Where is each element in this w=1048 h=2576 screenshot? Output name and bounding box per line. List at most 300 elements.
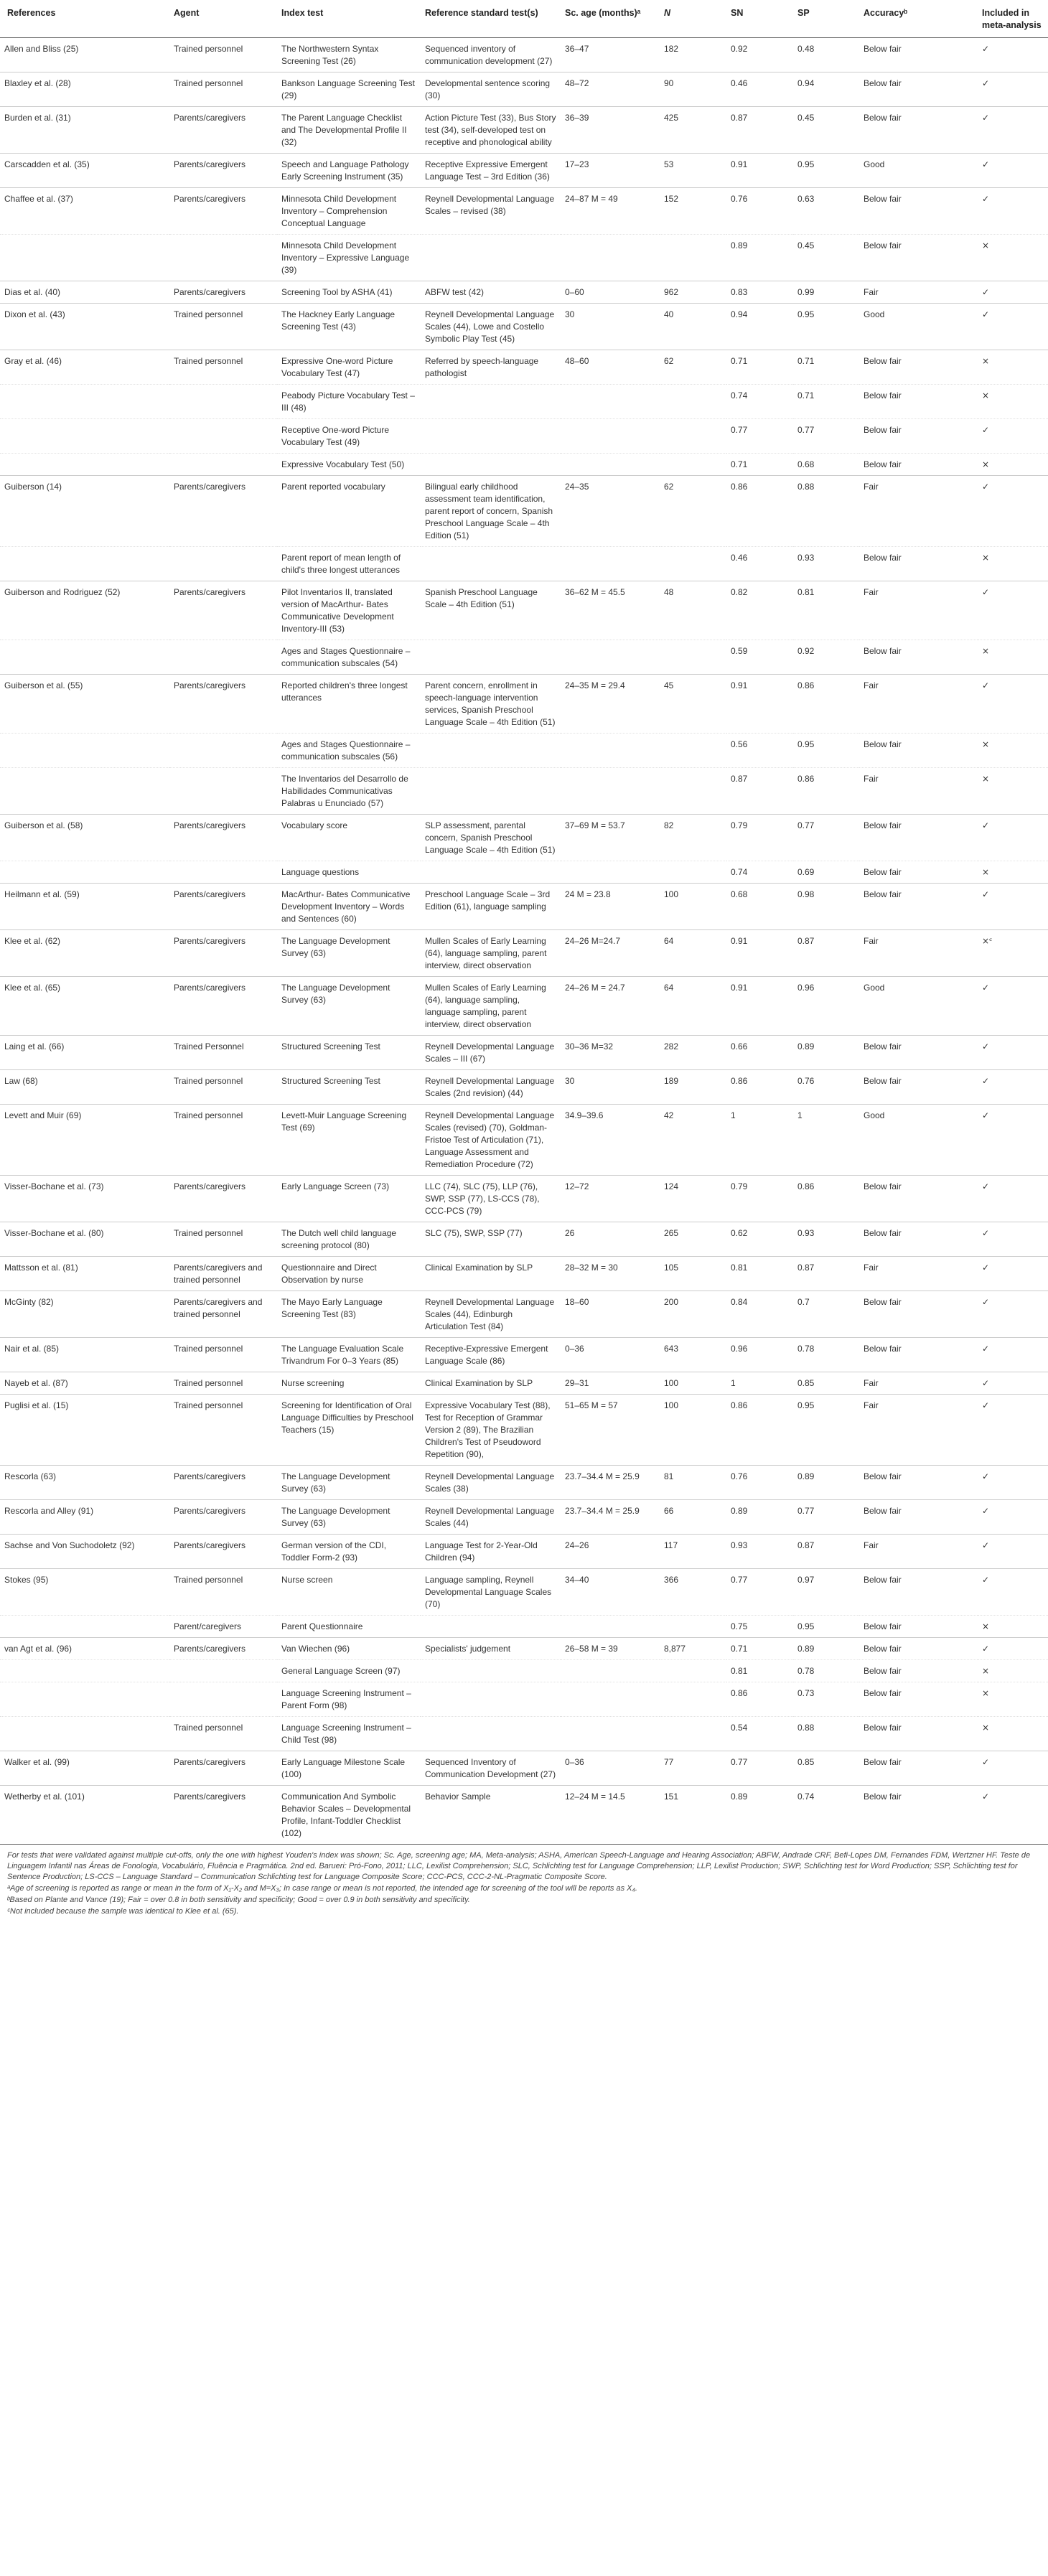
cell-sp: 0.88 — [793, 476, 859, 547]
cell-screening-age: 29–31 — [561, 1372, 660, 1395]
cell-reference-standard — [421, 547, 561, 581]
cell-sn: 0.92 — [726, 38, 793, 72]
cell-sn: 0.87 — [726, 107, 793, 154]
table-row — [0, 1786, 1048, 1845]
cell-sn: 0.71 — [726, 350, 793, 385]
cell-accuracy: Below fair — [859, 1717, 978, 1751]
cell-included: ✓ — [978, 304, 1048, 350]
cell-reference-standard: SLP assessment, parental concern, Spanish Preschool Language Scale – 4th Edition (51) — [421, 815, 561, 861]
table-row — [0, 1291, 1048, 1338]
cell-reference-standard — [421, 1660, 561, 1682]
table-row — [0, 38, 1048, 72]
cell-sp: 0.97 — [793, 1569, 859, 1616]
cell-reference: Levett and Muir (69) — [0, 1105, 169, 1176]
table-row — [0, 454, 1048, 476]
cell-index-test: Parent reported vocabulary — [277, 476, 421, 547]
cell-reference-standard: Reynell Developmental Language Scales (44), Edinburgh Articulation Test (84) — [421, 1291, 561, 1338]
cell-sp: 0.45 — [793, 235, 859, 281]
cell-index-test: Pilot Inventarios II, translated version of MacArthur- Bates Communicative Development Inventory-III (53) — [277, 581, 421, 640]
table-row — [0, 768, 1048, 815]
cell-accuracy: Below fair — [859, 454, 978, 476]
cell-included: ✓ — [978, 1257, 1048, 1291]
cell-index-test: Minnesota Child Development Inventory – Comprehension Conceptual Language — [277, 188, 421, 235]
cell-sn: 0.89 — [726, 235, 793, 281]
cell-screening-age: 12–72 — [561, 1176, 660, 1222]
cell-accuracy: Fair — [859, 581, 978, 640]
cell-agent: Trained Personnel — [169, 1036, 277, 1070]
cell-reference: Rescorla (63) — [0, 1466, 169, 1500]
cell-sp: 0.7 — [793, 1291, 859, 1338]
cell-accuracy: Fair — [859, 281, 978, 304]
cell-screening-age: 34–40 — [561, 1569, 660, 1616]
cell-reference — [0, 547, 169, 581]
cell-included: × — [978, 235, 1048, 281]
cell-agent: Parents/caregivers — [169, 188, 277, 235]
table-row — [0, 1616, 1048, 1638]
cell-agent: Parents/caregivers — [169, 675, 277, 734]
cell-sn: 0.87 — [726, 768, 793, 815]
cell-reference-standard: Spanish Preschool Language Scale – 4th Edition (51) — [421, 581, 561, 640]
table-row — [0, 419, 1048, 454]
cell-screening-age — [561, 454, 660, 476]
cell-reference-standard: Developmental sentence scoring (30) — [421, 72, 561, 107]
cell-index-test: Screening for Identification of Oral Language Difficulties by Preschool Teachers (15) — [277, 1395, 421, 1466]
cell-included: ✓ — [978, 107, 1048, 154]
cell-index-test: Nurse screening — [277, 1372, 421, 1395]
cell-sp: 0.63 — [793, 188, 859, 235]
cell-sn: 0.84 — [726, 1291, 793, 1338]
cell-accuracy: Fair — [859, 1257, 978, 1291]
cell-sp: 0.92 — [793, 640, 859, 675]
cell-n: 45 — [660, 675, 726, 734]
cell-n: 182 — [660, 38, 726, 72]
cell-index-test: Reported children's three longest utterances — [277, 675, 421, 734]
cell-reference: Mattsson et al. (81) — [0, 1257, 169, 1291]
cell-screening-age — [561, 385, 660, 419]
cell-reference-standard — [421, 1682, 561, 1717]
cell-reference-standard: Mullen Scales of Early Learning (64), language sampling, parent interview, direct observation — [421, 930, 561, 977]
cell-included: ×ᶜ — [978, 930, 1048, 977]
cell-accuracy: Below fair — [859, 107, 978, 154]
cell-screening-age — [561, 235, 660, 281]
cell-screening-age: 26 — [561, 1222, 660, 1257]
cell-index-test: The Northwestern Syntax Screening Test (26) — [277, 38, 421, 72]
cell-included: ✓ — [978, 1222, 1048, 1257]
cell-included: × — [978, 1616, 1048, 1638]
cell-index-test: Structured Screening Test — [277, 1036, 421, 1070]
cell-sn: 0.94 — [726, 304, 793, 350]
cell-screening-age — [561, 1660, 660, 1682]
cell-accuracy: Below fair — [859, 38, 978, 72]
cell-screening-age: 24–87 M = 49 — [561, 188, 660, 235]
cell-screening-age: 51–65 M = 57 — [561, 1395, 660, 1466]
table-row — [0, 154, 1048, 188]
cell-agent: Parents/caregivers — [169, 930, 277, 977]
cell-included: ✓ — [978, 815, 1048, 861]
cell-index-test: MacArthur- Bates Communicative Development Inventory – Words and Sentences (60) — [277, 884, 421, 930]
cell-sp: 0.86 — [793, 1176, 859, 1222]
cell-included: ✓ — [978, 977, 1048, 1036]
cell-index-test: Expressive Vocabulary Test (50) — [277, 454, 421, 476]
cell-included: ✓ — [978, 1535, 1048, 1569]
cell-agent: Trained personnel — [169, 1717, 277, 1751]
cell-included: ✓ — [978, 675, 1048, 734]
cell-index-test: Van Wiechen (96) — [277, 1638, 421, 1660]
cell-screening-age: 24–35 M = 29.4 — [561, 675, 660, 734]
cell-reference: Dias et al. (40) — [0, 281, 169, 304]
cell-sn: 0.54 — [726, 1717, 793, 1751]
cell-screening-age — [561, 547, 660, 581]
cell-reference: Walker et al. (99) — [0, 1751, 169, 1786]
cell-sp: 0.85 — [793, 1751, 859, 1786]
cell-screening-age: 23.7–34.4 M = 25.9 — [561, 1466, 660, 1500]
cell-index-test: The Language Evaluation Scale Trivandrum For 0–3 Years (85) — [277, 1338, 421, 1372]
cell-reference-standard: Preschool Language Scale – 3rd Edition (61), language sampling — [421, 884, 561, 930]
footnote-abbreviations: For tests that were validated against multiple cut-offs, only the one with highest Youden's index was shown; Sc. Age, screening age; MA, Meta-analysis; ASHA, American Speech-Language and Hearing Association; ABFW, Andrade CRF, Befi-Lopes DM, Fernandes FDM, Wertzner HF. Teste de Linguagem Infantil nas Áreas de Fonologia, Vocabulário, Fluência e Pragmática. 2nd ed. Barueri: Pró-Fono, 2011; LLC, Lexilist Comprehension; SLC, Schlichting test for Language Comprehension; LLP, Lexilist Production; SWP, Schlichting test for Word Production; SSP, Schlichting test for Sentence Production; LS-CCS – Language Standard – Communication Schlichting test for Language Composite Score; CCC-PCS, CCC-2-NL-Pragmatic Composite Score. — [7, 1851, 1031, 1881]
cell-reference-standard: Mullen Scales of Early Learning (64), language sampling, language sampling, parent interview, direct observation — [421, 977, 561, 1036]
header-sn: SN — [726, 0, 793, 38]
cell-accuracy: Below fair — [859, 1036, 978, 1070]
cell-screening-age: 36–47 — [561, 38, 660, 72]
cell-sn: 0.79 — [726, 1176, 793, 1222]
cell-sp: 0.73 — [793, 1682, 859, 1717]
cell-n: 64 — [660, 977, 726, 1036]
header-sp: SP — [793, 0, 859, 38]
cell-reference-standard: Expressive Vocabulary Test (88), Test for Reception of Grammar Version 2 (89), The Brazilian Children's Test of Pseudoword Repetition (90), — [421, 1395, 561, 1466]
cell-sn: 0.59 — [726, 640, 793, 675]
cell-sp: 0.98 — [793, 884, 859, 930]
cell-included: × — [978, 1717, 1048, 1751]
cell-sn: 0.86 — [726, 476, 793, 547]
cell-reference-standard: Language Test for 2-Year-Old Children (94) — [421, 1535, 561, 1569]
cell-reference: Visser-Bochane et al. (73) — [0, 1176, 169, 1222]
footnote-b: ᵇBased on Plante and Vance (19); Fair = over 0.8 in both sensitivity and specificity; Good = over 0.9 in both sensitivity and specificity. — [7, 1896, 470, 1904]
table-row — [0, 476, 1048, 547]
table-row — [0, 350, 1048, 385]
cell-reference-standard — [421, 768, 561, 815]
cell-agent: Parents/caregivers — [169, 107, 277, 154]
cell-included: ✓ — [978, 1338, 1048, 1372]
cell-reference-standard: Receptive Expressive Emergent Language Test – 3rd Edition (36) — [421, 154, 561, 188]
cell-sp: 0.88 — [793, 1717, 859, 1751]
cell-screening-age — [561, 419, 660, 454]
cell-accuracy: Fair — [859, 930, 978, 977]
cell-reference — [0, 419, 169, 454]
table-row — [0, 1222, 1048, 1257]
cell-sn: 0.76 — [726, 1466, 793, 1500]
cell-index-test: Speech and Language Pathology Early Screening Instrument (35) — [277, 154, 421, 188]
header-agent: Agent — [169, 0, 277, 38]
cell-index-test: The Hackney Early Language Screening Test (43) — [277, 304, 421, 350]
cell-agent — [169, 385, 277, 419]
cell-screening-age: 37–69 M = 53.7 — [561, 815, 660, 861]
cell-reference: Wetherby et al. (101) — [0, 1786, 169, 1845]
cell-sp: 0.95 — [793, 1616, 859, 1638]
cell-reference: Laing et al. (66) — [0, 1036, 169, 1070]
cell-sn: 0.89 — [726, 1500, 793, 1535]
cell-included: ✓ — [978, 1751, 1048, 1786]
cell-agent — [169, 419, 277, 454]
cell-included: ✓ — [978, 38, 1048, 72]
cell-included: ✓ — [978, 1105, 1048, 1176]
cell-reference — [0, 235, 169, 281]
cell-index-test: Screening Tool by ASHA (41) — [277, 281, 421, 304]
cell-n: 117 — [660, 1535, 726, 1569]
cell-accuracy: Below fair — [859, 1616, 978, 1638]
cell-sn: 0.77 — [726, 1569, 793, 1616]
cell-agent — [169, 640, 277, 675]
cell-included: ✓ — [978, 1372, 1048, 1395]
cell-sp: 0.95 — [793, 154, 859, 188]
cell-sn: 0.66 — [726, 1036, 793, 1070]
table-row — [0, 1751, 1048, 1786]
cell-agent — [169, 547, 277, 581]
cell-included: ✓ — [978, 1036, 1048, 1070]
cell-sn: 0.91 — [726, 930, 793, 977]
cell-n: 200 — [660, 1291, 726, 1338]
cell-reference-standard: Receptive-Expressive Emergent Language Scale (86) — [421, 1338, 561, 1372]
cell-index-test: Levett-Muir Language Screening Test (69) — [277, 1105, 421, 1176]
cell-sp: 0.71 — [793, 350, 859, 385]
cell-sn: 0.74 — [726, 385, 793, 419]
cell-reference: Guiberson et al. (55) — [0, 675, 169, 734]
cell-sn: 0.79 — [726, 815, 793, 861]
cell-agent: Parents/caregivers — [169, 1176, 277, 1222]
cell-sp: 0.48 — [793, 38, 859, 72]
cell-reference: Law (68) — [0, 1070, 169, 1105]
cell-included: ✓ — [978, 476, 1048, 547]
cell-reference: Guiberson et al. (58) — [0, 815, 169, 861]
cell-included: ✓ — [978, 1638, 1048, 1660]
table-footnotes — [0, 1844, 1048, 1925]
cell-accuracy: Below fair — [859, 385, 978, 419]
cell-screening-age: 24–35 — [561, 476, 660, 547]
cell-reference-standard — [421, 861, 561, 884]
cell-included: ✓ — [978, 1395, 1048, 1466]
cell-screening-age: 48–72 — [561, 72, 660, 107]
cell-n — [660, 640, 726, 675]
cell-screening-age: 0–60 — [561, 281, 660, 304]
cell-sp: 0.87 — [793, 1535, 859, 1569]
cell-n: 425 — [660, 107, 726, 154]
cell-included: ✓ — [978, 1466, 1048, 1500]
cell-screening-age: 26–58 M = 39 — [561, 1638, 660, 1660]
cell-index-test: Ages and Stages Questionnaire – communication subscales (56) — [277, 734, 421, 768]
cell-reference: Dixon et al. (43) — [0, 304, 169, 350]
cell-index-test: Language Screening Instrument – Child Test (98) — [277, 1717, 421, 1751]
cell-reference-standard: Reynell Developmental Language Scales (2nd revision) (44) — [421, 1070, 561, 1105]
cell-reference: Klee et al. (65) — [0, 977, 169, 1036]
header-accuracy: Accuracyᵇ — [859, 0, 978, 38]
cell-reference — [0, 640, 169, 675]
cell-sp: 0.96 — [793, 977, 859, 1036]
cell-reference: Stokes (95) — [0, 1569, 169, 1616]
cell-reference — [0, 1616, 169, 1638]
cell-n: 100 — [660, 1372, 726, 1395]
cell-n: 81 — [660, 1466, 726, 1500]
header-included: Included in meta-analysis — [978, 0, 1048, 38]
cell-sp: 0.77 — [793, 419, 859, 454]
cell-accuracy: Fair — [859, 1535, 978, 1569]
table-row — [0, 734, 1048, 768]
cell-accuracy: Good — [859, 977, 978, 1036]
cell-sn: 0.91 — [726, 675, 793, 734]
cell-reference-standard: Referred by speech-language pathologist — [421, 350, 561, 385]
cell-n — [660, 419, 726, 454]
cell-sp: 0.68 — [793, 454, 859, 476]
cell-accuracy: Fair — [859, 768, 978, 815]
header-row — [0, 0, 1048, 38]
cell-sn: 0.71 — [726, 454, 793, 476]
cell-sp: 1 — [793, 1105, 859, 1176]
cell-reference-standard: Clinical Examination by SLP — [421, 1257, 561, 1291]
cell-reference: Chaffee et al. (37) — [0, 188, 169, 235]
cell-accuracy: Below fair — [859, 1682, 978, 1717]
cell-sn: 0.46 — [726, 72, 793, 107]
cell-reference-standard — [421, 385, 561, 419]
table-row — [0, 235, 1048, 281]
cell-index-test: Language questions — [277, 861, 421, 884]
cell-sp: 0.95 — [793, 1395, 859, 1466]
cell-reference-standard: Behavior Sample — [421, 1786, 561, 1845]
cell-accuracy: Fair — [859, 1395, 978, 1466]
cell-accuracy: Below fair — [859, 1786, 978, 1845]
cell-sp: 0.81 — [793, 581, 859, 640]
cell-reference — [0, 1682, 169, 1717]
cell-included: ✓ — [978, 188, 1048, 235]
cell-agent: Parents/caregivers — [169, 1500, 277, 1535]
cell-reference: Klee et al. (62) — [0, 930, 169, 977]
cell-included: ✓ — [978, 1176, 1048, 1222]
cell-n: 82 — [660, 815, 726, 861]
cell-n: 53 — [660, 154, 726, 188]
table-row — [0, 1105, 1048, 1176]
cell-screening-age: 17–23 — [561, 154, 660, 188]
cell-agent: Parents/caregivers — [169, 581, 277, 640]
cell-accuracy: Below fair — [859, 1751, 978, 1786]
cell-included: ✓ — [978, 884, 1048, 930]
cell-agent: Trained personnel — [169, 1372, 277, 1395]
cell-agent: Trained personnel — [169, 1395, 277, 1466]
cell-index-test: Parent Questionnaire — [277, 1616, 421, 1638]
table-row — [0, 1395, 1048, 1466]
cell-index-test: German version of the CDI, Toddler Form-2 (93) — [277, 1535, 421, 1569]
table-row — [0, 72, 1048, 107]
cell-sp: 0.71 — [793, 385, 859, 419]
cell-included: ✓ — [978, 154, 1048, 188]
cell-agent: Parent/caregivers — [169, 1616, 277, 1638]
cell-accuracy: Good — [859, 1105, 978, 1176]
cell-included: ✓ — [978, 419, 1048, 454]
cell-accuracy: Fair — [859, 476, 978, 547]
cell-sn: 0.89 — [726, 1786, 793, 1845]
cell-screening-age — [561, 768, 660, 815]
cell-accuracy: Below fair — [859, 640, 978, 675]
cell-sp: 0.77 — [793, 815, 859, 861]
cell-reference-standard — [421, 1717, 561, 1751]
cell-sn: 0.62 — [726, 1222, 793, 1257]
cell-sp: 0.45 — [793, 107, 859, 154]
cell-n — [660, 547, 726, 581]
cell-n: 40 — [660, 304, 726, 350]
cell-agent: Parents/caregivers and trained personnel — [169, 1291, 277, 1338]
cell-reference-standard: Parent concern, enrollment in speech-language intervention services, Spanish Preschool Language Scale – 4th Edition (51) — [421, 675, 561, 734]
table-row — [0, 977, 1048, 1036]
cell-index-test: Parent report of mean length of child's three longest utterances — [277, 547, 421, 581]
cell-index-test: Nurse screen — [277, 1569, 421, 1616]
cell-agent: Parents/caregivers — [169, 977, 277, 1036]
cell-agent: Trained personnel — [169, 1569, 277, 1616]
cell-sp: 0.93 — [793, 1222, 859, 1257]
cell-index-test: The Mayo Early Language Screening Test (83) — [277, 1291, 421, 1338]
table-row — [0, 640, 1048, 675]
cell-agent: Parents/caregivers — [169, 1751, 277, 1786]
table-row — [0, 385, 1048, 419]
cell-reference — [0, 454, 169, 476]
header-references: References — [0, 0, 169, 38]
table-row — [0, 1466, 1048, 1500]
table-row — [0, 1660, 1048, 1682]
cell-reference — [0, 768, 169, 815]
cell-reference-standard — [421, 734, 561, 768]
cell-agent: Parents/caregivers — [169, 884, 277, 930]
cell-reference — [0, 861, 169, 884]
table-row — [0, 1717, 1048, 1751]
cell-n — [660, 385, 726, 419]
cell-index-test: The Language Development Survey (63) — [277, 1466, 421, 1500]
cell-screening-age: 12–24 M = 14.5 — [561, 1786, 660, 1845]
cell-sp: 0.99 — [793, 281, 859, 304]
cell-n — [660, 1616, 726, 1638]
cell-n: 62 — [660, 350, 726, 385]
cell-screening-age: 18–60 — [561, 1291, 660, 1338]
cell-accuracy: Below fair — [859, 547, 978, 581]
cell-index-test: Communication And Symbolic Behavior Scales – Developmental Profile, Infant-Toddler Checklist (102) — [277, 1786, 421, 1845]
cell-reference: Guiberson and Rodriguez (52) — [0, 581, 169, 640]
table-row — [0, 930, 1048, 977]
cell-screening-age: 30–36 M=32 — [561, 1036, 660, 1070]
cell-index-test: The Parent Language Checklist and The Developmental Profile II (32) — [277, 107, 421, 154]
cell-screening-age: 48–60 — [561, 350, 660, 385]
cell-sp: 0.74 — [793, 1786, 859, 1845]
cell-reference: Gray et al. (46) — [0, 350, 169, 385]
cell-sn: 0.81 — [726, 1660, 793, 1682]
cell-agent — [169, 861, 277, 884]
cell-sp: 0.87 — [793, 930, 859, 977]
cell-screening-age: 0–36 — [561, 1338, 660, 1372]
cell-agent: Trained personnel — [169, 1070, 277, 1105]
table-row — [0, 547, 1048, 581]
table-row — [0, 815, 1048, 861]
cell-n — [660, 768, 726, 815]
cell-n — [660, 1717, 726, 1751]
cell-included: ✓ — [978, 581, 1048, 640]
cell-index-test: Language Screening Instrument – Parent Form (98) — [277, 1682, 421, 1717]
cell-accuracy: Below fair — [859, 350, 978, 385]
cell-reference: McGinty (82) — [0, 1291, 169, 1338]
cell-agent: Parents/caregivers — [169, 815, 277, 861]
cell-agent: Parents/caregivers — [169, 476, 277, 547]
cell-sn: 0.93 — [726, 1535, 793, 1569]
cell-n: 152 — [660, 188, 726, 235]
cell-screening-age — [561, 640, 660, 675]
cell-sn: 0.74 — [726, 861, 793, 884]
cell-reference: Nair et al. (85) — [0, 1338, 169, 1372]
cell-index-test: The Language Development Survey (63) — [277, 977, 421, 1036]
cell-sn: 0.76 — [726, 188, 793, 235]
cell-screening-age: 30 — [561, 1070, 660, 1105]
cell-n: 48 — [660, 581, 726, 640]
